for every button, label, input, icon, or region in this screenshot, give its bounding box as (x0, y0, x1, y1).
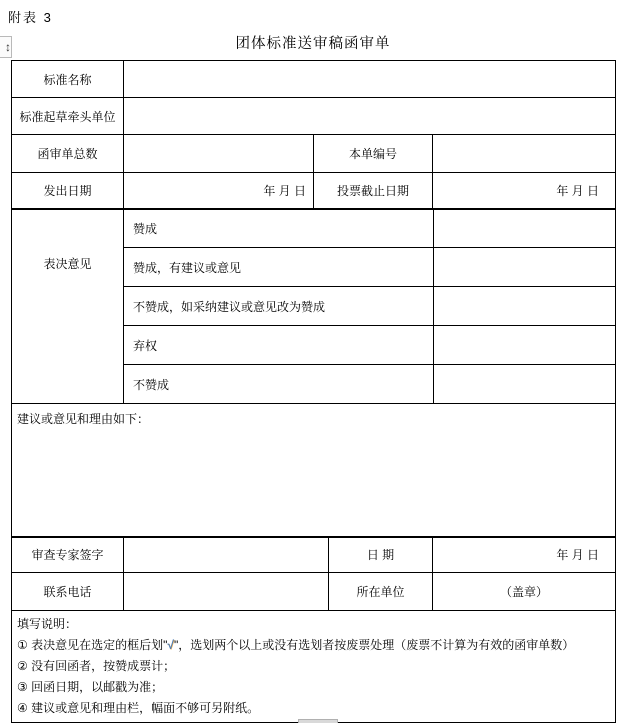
voting-checkbox-cell-agree[interactable] (434, 209, 616, 248)
drafting-lead-unit-label: 标准起草牵头单位 (12, 98, 124, 135)
voting-checkbox-cell-abstain[interactable] (434, 326, 616, 365)
table-row (12, 209, 616, 248)
issue-date-label: 发出日期 (12, 172, 124, 209)
suggestions-label: 建议或意见和理由如下： (17, 411, 150, 426)
instructions-cell (12, 610, 616, 722)
table-row (12, 98, 616, 135)
voting-checkbox-cell-disagree[interactable] (434, 365, 616, 404)
unit-label: 所在单位 (329, 573, 433, 611)
instruction-item-1: ① 表决意见在选定的框后划"√"，选划两个以上或没有选划者按废票处理（废票不计算为有效的函审单数） (17, 637, 575, 652)
section-voting (11, 208, 616, 404)
expert-signature-input-cell[interactable] (124, 537, 329, 573)
table-row (12, 537, 616, 573)
section-counts-dates (11, 134, 616, 210)
table-row (12, 134, 616, 172)
voting-option-agree-with-comments: 赞成，有建议或意见 (124, 248, 434, 287)
review-form-table (11, 60, 615, 723)
check-mark-glyph: √ (167, 637, 174, 652)
total-forms-label: 函审单总数 (12, 134, 124, 172)
date-label: 日 期 (329, 537, 433, 573)
date-value-cell[interactable]: 年 月 日 (433, 537, 616, 573)
instructions-heading: 填写说明： (17, 616, 78, 631)
total-forms-input-cell[interactable] (124, 134, 314, 172)
page-title: 团体标准送审稿函审单 (235, 36, 391, 52)
instruction-item-4: ④ 建议或意见和理由栏，幅面不够可另附纸。 (17, 700, 260, 715)
voting-option-disagree-conditional: 不赞成，如采纳建议或意见改为赞成 (124, 287, 434, 326)
table-row (12, 172, 616, 209)
section-signature (11, 536, 616, 611)
form-number-input-cell[interactable] (433, 134, 616, 172)
table-row (12, 573, 616, 611)
page-bottom-artifact (298, 719, 338, 723)
section-instructions (11, 610, 616, 723)
expert-signature-label: 审查专家签字 (12, 537, 124, 573)
table-row (12, 610, 616, 722)
voting-checkbox-cell-agree-with-comments[interactable] (434, 248, 616, 287)
instruction-item-2: ② 没有回函者，按赞成票计； (17, 658, 176, 673)
table-row (12, 61, 616, 98)
instruction-item-3: ③ 回函日期，以邮戳为准； (17, 679, 164, 694)
suggestions-input-cell[interactable] (12, 403, 616, 537)
voting-option-disagree: 不赞成 (124, 365, 434, 404)
standard-name-input-cell[interactable] (124, 61, 616, 98)
form-number-label: 本单编号 (314, 134, 433, 172)
contact-phone-label: 联系电话 (12, 573, 124, 611)
issue-date-value-cell[interactable]: 年 月 日 (124, 172, 314, 209)
voting-opinion-label: 表决意见 (12, 209, 124, 404)
contact-phone-input-cell[interactable] (124, 573, 329, 611)
vote-deadline-value-cell[interactable]: 年 月 日 (433, 172, 616, 209)
voting-option-agree: 赞成 (124, 209, 434, 248)
table-row (12, 403, 616, 537)
appendix-label: 附表 3 (8, 10, 53, 25)
section-basic-info (11, 60, 616, 135)
section-suggestions (11, 403, 616, 538)
resize-arrows-icon: ↕ (5, 40, 11, 54)
voting-option-abstain: 弃权 (124, 326, 434, 365)
unit-seal-cell[interactable]: （盖章） (433, 573, 616, 611)
standard-name-label: 标准名称 (12, 61, 124, 98)
drafting-lead-unit-input-cell[interactable] (124, 98, 616, 135)
vote-deadline-label: 投票截止日期 (314, 172, 433, 209)
voting-checkbox-cell-disagree-conditional[interactable] (434, 287, 616, 326)
